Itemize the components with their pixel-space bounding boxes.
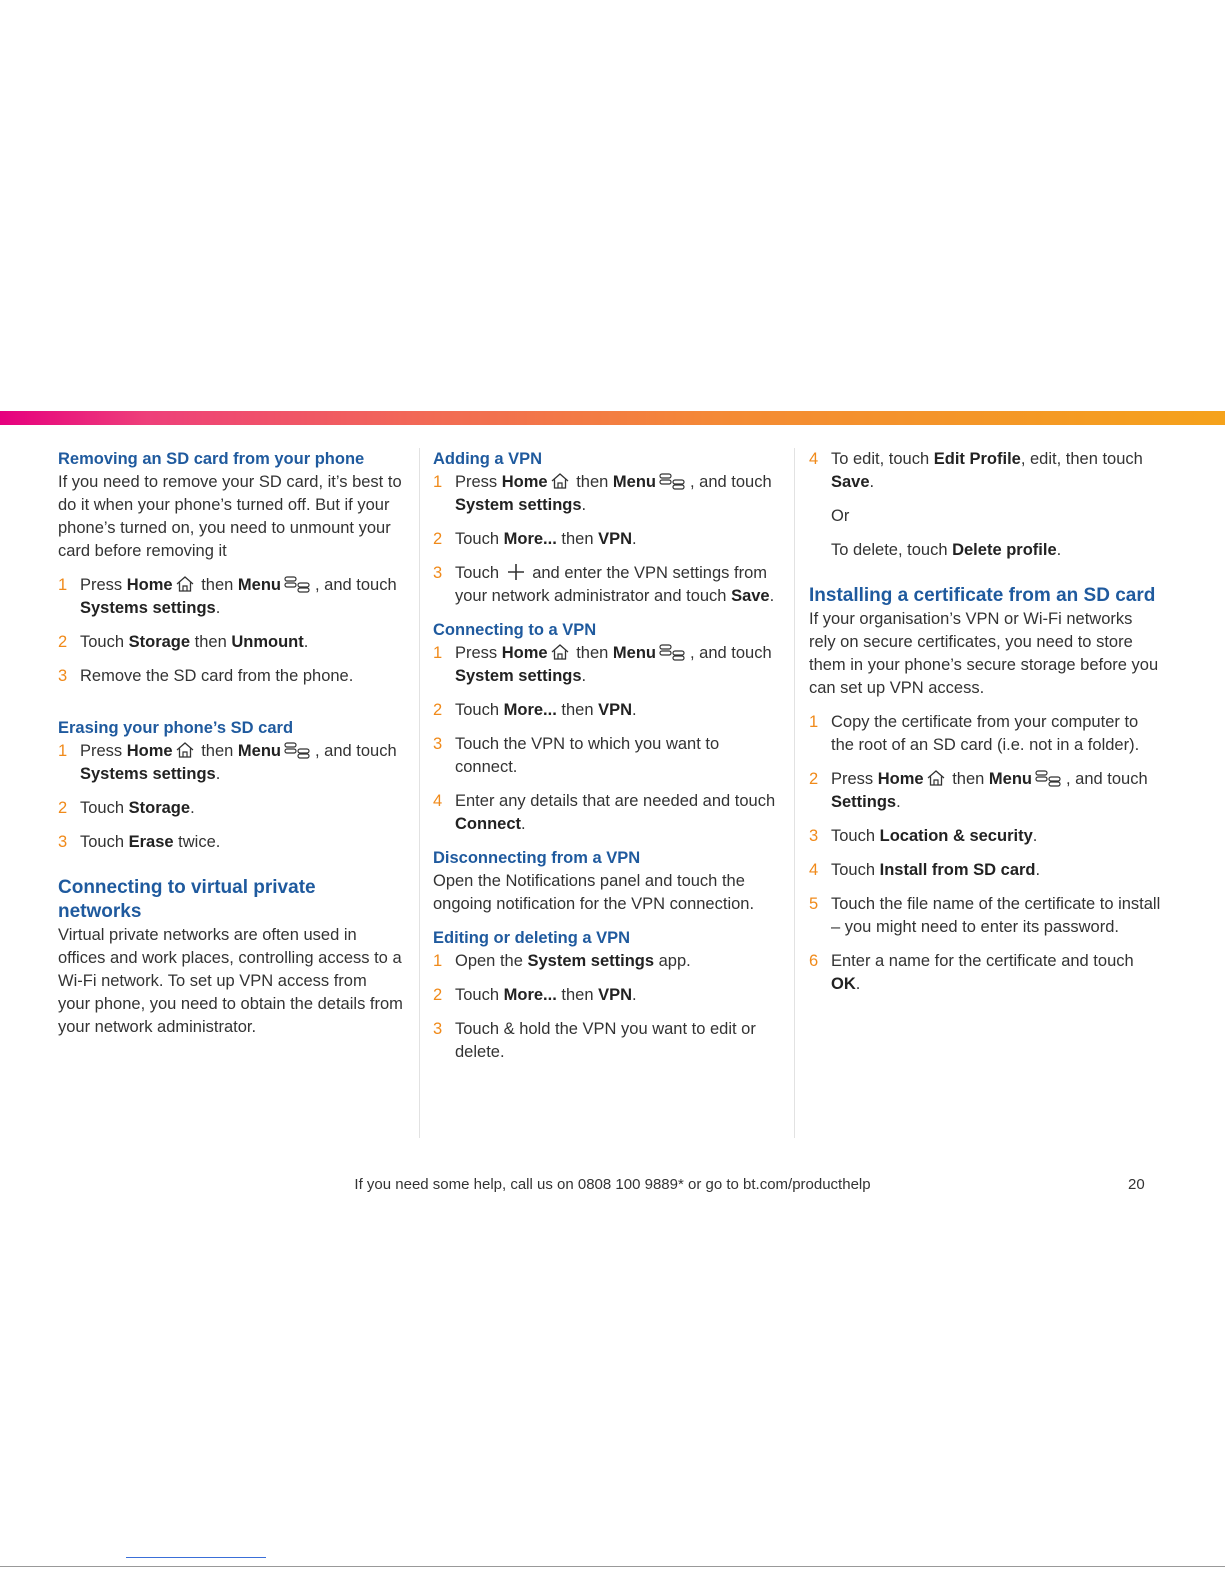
step-item: 3 Touch and enter the VPN settings from your network administrator and touch Save. xyxy=(433,562,781,608)
home-icon xyxy=(550,642,570,662)
step-item: 2 Touch More... then VPN. xyxy=(433,699,781,722)
section-heading: Editing or deleting a VPN xyxy=(433,929,631,947)
step-number: 4 xyxy=(809,861,819,879)
step-item: 3 Touch Location & security. xyxy=(809,825,1161,848)
step-item: 4 Enter any details that are needed and touch Connect. xyxy=(433,790,781,836)
step-item: 4 Touch Install from SD card. xyxy=(809,859,1161,882)
step-number: 3 xyxy=(433,1020,443,1038)
column-divider xyxy=(794,448,795,1138)
column-1 xyxy=(58,448,403,1039)
step-item: 3 Touch Erase twice. xyxy=(58,831,403,854)
delete-instruction: To delete, touch Delete profile. xyxy=(831,541,1062,559)
menu-icon xyxy=(1034,768,1064,788)
step-number: 2 xyxy=(58,633,68,651)
step-number: 1 xyxy=(433,473,443,491)
step-item: 3 Touch & hold the VPN you want to edit or delete. xyxy=(433,1018,781,1064)
step-number: 5 xyxy=(809,895,819,913)
step-number: 1 xyxy=(58,576,68,594)
section-heading: Connecting to virtual private networks xyxy=(58,877,316,922)
step-item: 3 Remove the SD card from the phone. xyxy=(58,665,403,688)
link-underline xyxy=(126,1557,266,1558)
step-item: 1 Press Home then Menu , and touch System settings. xyxy=(433,642,781,688)
step-item: 1 Press Home then Menu , and touch Systems settings. xyxy=(58,574,403,620)
step-number: 2 xyxy=(58,799,68,817)
section-heading: Installing a certificate from an SD card xyxy=(809,585,1156,606)
section-intro: Virtual private networks are often used in offices and work places, controlling access to a Wi-Fi network. To set up VPN access from your phone, you need to obtain the details from your network administrator. xyxy=(58,926,403,1036)
page-bottom-rule xyxy=(0,1566,1225,1567)
step-number: 1 xyxy=(58,742,68,760)
step-number: 2 xyxy=(433,986,443,1004)
menu-icon xyxy=(658,471,688,491)
step-number: 2 xyxy=(433,530,443,548)
section-heading: Disconnecting from a VPN xyxy=(433,849,641,867)
step-item: 2 Touch Storage then Unmount. xyxy=(58,631,403,654)
step-item: 3 Touch the VPN to which you want to connect. xyxy=(433,733,781,779)
header-gradient-bar xyxy=(0,411,1225,425)
step-number: 6 xyxy=(809,952,819,970)
menu-icon xyxy=(658,642,688,662)
step-item: 1 Copy the certificate from your computer to the root of an SD card (i.e. not in a folder). xyxy=(809,711,1161,757)
step-item: 2 Touch More... then VPN. xyxy=(433,984,781,1007)
step-number: 3 xyxy=(433,564,443,582)
or-text: Or xyxy=(831,507,850,525)
step-item: 2 Touch More... then VPN. xyxy=(433,528,781,551)
step-item: 2 Press Home then Menu , and touch Settings. xyxy=(809,768,1161,814)
section-heading: Adding a VPN xyxy=(433,450,543,468)
step-item: 1 Press Home then Menu , and touch Systems settings. xyxy=(58,740,403,786)
step-number: 2 xyxy=(433,701,443,719)
home-icon xyxy=(550,471,570,491)
footer-help-text: If you need some help, call us on 0808 100 9889* or go to bt.com/producthelp xyxy=(354,1176,871,1193)
step-item: 1 Press Home then Menu , and touch System settings. xyxy=(433,471,781,517)
step-number: 3 xyxy=(433,735,443,753)
step-number: 3 xyxy=(809,827,819,845)
step-item: 5 Touch the file name of the certificate to install – you might need to enter its password. xyxy=(809,893,1161,939)
section-heading: Connecting to a VPN xyxy=(433,621,597,639)
column-divider xyxy=(419,448,420,1138)
section-heading: Removing an SD card from your phone xyxy=(58,450,365,468)
step-item: 4 To edit, touch Edit Profile, edit, then touch Save. xyxy=(809,448,1161,494)
section-heading: Erasing your phone’s SD card xyxy=(58,719,294,737)
step-item: 2 Touch Storage. xyxy=(58,797,403,820)
step-number: 3 xyxy=(58,667,68,685)
plus-icon xyxy=(506,562,526,582)
home-icon xyxy=(926,768,946,788)
section-intro: Open the Notifications panel and touch the ongoing notification for the VPN connection. xyxy=(433,872,755,913)
home-icon xyxy=(175,740,195,760)
menu-icon xyxy=(283,574,313,594)
page-number: 20 xyxy=(1128,1176,1145,1193)
step-number: 4 xyxy=(433,792,443,810)
step-item: 1 Open the System settings app. xyxy=(433,950,781,973)
column-3 xyxy=(809,448,1161,1007)
section-intro: If you need to remove your SD card, it’s best to do it when your phone’s turned off. But if your phone’s turned on, you need to unmount your card before removing it xyxy=(58,473,402,560)
column-2 xyxy=(433,448,781,1075)
step-number: 3 xyxy=(58,833,68,851)
step-number: 1 xyxy=(433,644,443,662)
home-icon xyxy=(175,574,195,594)
step-item: 6 Enter a name for the certificate and touch OK. xyxy=(809,950,1161,996)
section-intro: If your organisation’s VPN or Wi-Fi networks rely on secure certificates, you need to store them in your phone’s secure storage before you can set up VPN access. xyxy=(809,610,1159,697)
step-number: 1 xyxy=(433,952,443,970)
menu-icon xyxy=(283,740,313,760)
step-number: 1 xyxy=(809,713,819,731)
step-number: 2 xyxy=(809,770,819,788)
step-number: 4 xyxy=(809,450,819,468)
